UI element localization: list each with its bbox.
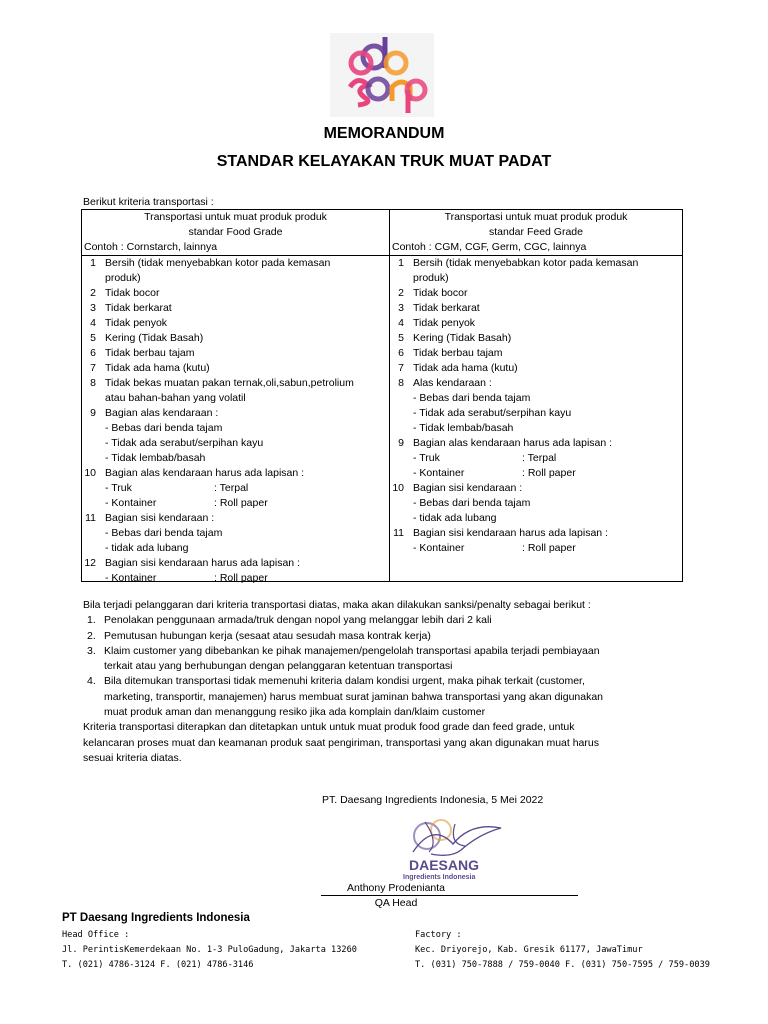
sanction-number: 2.: [87, 629, 96, 642]
signer-name: Anthony Prodenianta: [346, 882, 446, 894]
criteria-number: 3: [398, 302, 404, 314]
closing-line: Kriteria transportasi diterapkan dan ditetapkan untuk untuk muat produk food grade dan feed grade, untuk: [83, 721, 575, 734]
criteria-number: 12: [84, 557, 96, 569]
criteria-number: 5: [90, 332, 96, 344]
criteria-number: 11: [393, 527, 404, 539]
criteria-row: [390, 316, 682, 331]
criteria-text: Bagian alas kendaraan :: [105, 407, 219, 419]
criteria-text: - Bebas dari benda tajam: [413, 497, 531, 509]
criteria-text: Tidak penyok: [413, 317, 476, 329]
criteria-number: 3: [90, 302, 96, 314]
sanction-text: Pemutusan hubungan kerja (sesaat atau sesudah masa kontrak kerja): [104, 629, 431, 642]
criteria-text: - Bebas dari benda tajam: [105, 422, 223, 434]
criteria-text: Tidak penyok: [105, 317, 168, 329]
criteria-number: 10: [84, 467, 96, 479]
food-grade-head-line2: standar Food Grade: [188, 226, 283, 238]
criteria-text: Bersih (tidak menyebabkan kotor pada kemasan: [105, 257, 331, 269]
head-office-label: Head Office :: [62, 930, 130, 940]
sanction-number: 4.: [87, 675, 96, 688]
criteria-number: 5: [398, 332, 404, 344]
sanction-text: terkait atau yang berhubungan dengan pelanggaran ketentuan transportasi: [104, 660, 453, 673]
signature-place-date: PT. Daesang Ingredients Indonesia, 5 Mei 2022: [322, 794, 544, 806]
criteria-number: 7: [398, 362, 404, 374]
sanction-list: [83, 613, 683, 720]
criteria-row: [82, 376, 388, 391]
sanction-intro: Bila terjadi pelanggaran dari kriteria transportasi diatas, maka akan dilakukan sanksi/penalty sebagai berikut :: [83, 599, 591, 611]
sanction-number: 1.: [87, 614, 96, 627]
criteria-row: [82, 331, 388, 346]
criteria-row: [82, 301, 388, 316]
criteria-number: 8: [90, 377, 96, 389]
memo-subtitle: STANDAR KELAYAKAN TRUK MUAT PADAT: [216, 153, 552, 170]
criteria-text: - Kontainer: [105, 497, 157, 509]
criteria-row: [390, 256, 682, 271]
footer-company: PT Daesang Ingredients Indonesia: [62, 912, 250, 924]
criteria-row: [82, 391, 388, 406]
food-grade-head-line1: Transportasi untuk muat produk produk: [144, 211, 327, 223]
criteria-text: - Bebas dari benda tajam: [105, 527, 223, 539]
criteria-row: [390, 346, 682, 361]
closing-paragraph: [83, 720, 683, 766]
criteria-row: [82, 256, 388, 271]
sanction-item: [83, 705, 683, 720]
criteria-row: [82, 346, 388, 361]
criteria-number: 6: [90, 347, 96, 359]
criteria-text: - Truk: [105, 482, 132, 494]
criteria-text: atau bahan-bahan yang volatil: [105, 392, 246, 404]
criteria-row: [82, 361, 388, 376]
feed-grade-criteria-list: [390, 256, 682, 556]
criteria-row: [82, 451, 388, 466]
sanction-number: 3.: [87, 644, 96, 657]
criteria-value: : Roll paper: [522, 542, 576, 554]
stamp-brand: DAESANG: [409, 857, 480, 873]
sanction-text: Klaim customer yang dibebankan ke pihak manajemen/pengelolah transportasi apabila terjadi pembiayaan: [104, 644, 600, 657]
criteria-text: Tidak bocor: [105, 287, 160, 299]
sanction-item: [83, 659, 683, 674]
criteria-row: [390, 301, 682, 316]
sanction-item: [83, 629, 683, 644]
criteria-text: - tidak ada lubang: [413, 512, 497, 524]
criteria-value: : Terpal: [214, 482, 249, 494]
criteria-text: - tidak ada lubang: [105, 542, 189, 554]
criteria-text: produk): [105, 272, 141, 284]
signature-stamp-icon: [395, 812, 510, 882]
criteria-text: Bersih (tidak menyebabkan kotor pada kemasan: [413, 257, 639, 269]
criteria-row: [390, 496, 682, 511]
criteria-text: Tidak berbau tajam: [413, 347, 503, 359]
criteria-row: [82, 511, 388, 526]
criteria-row: [82, 286, 388, 301]
head-office-address: Jl. PerintisKemerdekaan No. 1-3 PuloGadung, Jakarta 13260: [62, 945, 357, 955]
criteria-text: - Tidak lembab/basah: [105, 452, 206, 464]
criteria-value: : Terpal: [522, 452, 557, 464]
criteria-value: : Roll paper: [214, 572, 268, 584]
sanction-item: [83, 644, 683, 659]
criteria-row: [390, 511, 682, 526]
criteria-row: [390, 466, 682, 481]
criteria-row: [390, 391, 682, 406]
criteria-row: [82, 556, 388, 571]
criteria-row: [390, 361, 682, 376]
criteria-text: - Kontainer: [413, 542, 465, 554]
criteria-row: [390, 406, 682, 421]
sanction-item: [83, 613, 683, 628]
sanction-text: muat produk aman dan menanggung resiko jika ada komplain dan/klaim customer: [104, 706, 486, 719]
criteria-text: - Truk: [413, 452, 440, 464]
criteria-text: Tidak berbau tajam: [105, 347, 195, 359]
sanction-item: [83, 674, 683, 689]
sanction-section: [83, 598, 683, 766]
sanction-item: [83, 690, 683, 705]
criteria-text: produk): [413, 272, 449, 284]
criteria-text: Bagian sisi kendaraan :: [105, 512, 215, 524]
criteria-text: Alas kendaraan :: [413, 377, 492, 389]
feed-grade-example: Contoh : CGM, CGF, Germ, CGC, lainnya: [392, 241, 587, 253]
criteria-row: [390, 526, 682, 541]
feed-grade-header: [390, 210, 682, 255]
stamp-sub: Ingredients Indonesia: [403, 874, 476, 881]
criteria-number: 9: [90, 407, 96, 419]
company-stamp: [395, 812, 510, 882]
criteria-row: [82, 571, 388, 586]
criteria-row: [82, 316, 388, 331]
head-office-phone: T. (021) 4786-3124 F. (021) 4786-3146: [62, 960, 254, 970]
criteria-number: 2: [398, 287, 404, 299]
sanction-text: Penolakan penggunaan armada/truk dengan nopol yang melanggar lebih dari 2 kali: [104, 614, 492, 627]
criteria-value: : Roll paper: [214, 497, 268, 509]
criteria-text: Kering (Tidak Basah): [413, 332, 512, 344]
criteria-row: [82, 271, 388, 286]
food-grade-header: [82, 210, 389, 255]
signature-line: [321, 895, 578, 896]
criteria-text: - Kontainer: [413, 467, 465, 479]
criteria-row: [390, 331, 682, 346]
criteria-row: [390, 271, 682, 286]
criteria-text: Kering (Tidak Basah): [105, 332, 204, 344]
criteria-number: 1: [90, 257, 96, 269]
sanction-text: Bila ditemukan transportasi tidak memenuhi kriteria dalam kondisi urgent, maka pihak terkait (customer,: [104, 675, 585, 688]
closing-line: kelancaran proses muat dan keamanan produk saat pengiriman, transportasi yang akan digunakan muat harus: [83, 736, 599, 749]
criteria-row: [82, 466, 388, 481]
closing-line: sesuai kriteria diatas.: [83, 751, 182, 764]
criteria-number: 2: [90, 287, 96, 299]
criteria-row: [390, 436, 682, 451]
criteria-row: [390, 451, 682, 466]
factory-phone: T. (031) 750-7888 / 759-0040 F. (031) 750-7595 / 759-0039: [415, 960, 710, 970]
criteria-number: 7: [90, 362, 96, 374]
signer-role: QA Head: [374, 897, 418, 909]
criteria-number: 4: [398, 317, 404, 329]
company-logo: [330, 33, 434, 117]
food-grade-criteria-list: [82, 256, 388, 586]
criteria-number: 8: [398, 377, 404, 389]
criteria-row: [390, 376, 682, 391]
feed-grade-head-line1: Transportasi untuk muat produk produk: [444, 211, 628, 223]
criteria-text: Bagian sisi kendaraan :: [413, 482, 523, 494]
criteria-number: 9: [398, 437, 404, 449]
criteria-text: Bagian alas kendaraan harus ada lapisan :: [413, 437, 613, 449]
criteria-text: Tidak berkarat: [413, 302, 480, 314]
criteria-number: 1: [398, 257, 404, 269]
criteria-number: 4: [90, 317, 96, 329]
criteria-number: 6: [398, 347, 404, 359]
criteria-row: [82, 481, 388, 496]
criteria-row: [390, 481, 682, 496]
criteria-text: Tidak bocor: [413, 287, 468, 299]
criteria-row: [390, 541, 682, 556]
criteria-row: [82, 406, 388, 421]
intro-text: Berikut kriteria transportasi :: [83, 196, 214, 208]
criteria-row: [82, 436, 388, 451]
criteria-text: Tidak bekas muatan pakan ternak,oli,sabun,petrolium: [105, 377, 354, 389]
criteria-value: : Roll paper: [522, 467, 576, 479]
criteria-row: [82, 541, 388, 556]
food-grade-example: Contoh : Cornstarch, lainnya: [84, 241, 218, 253]
criteria-text: Tidak ada hama (kutu): [105, 362, 210, 374]
daesang-logo-icon: [330, 33, 434, 117]
criteria-text: - Kontainer: [105, 572, 157, 584]
criteria-row: [82, 421, 388, 436]
criteria-text: Bagian alas kendaraan harus ada lapisan :: [105, 467, 305, 479]
criteria-text: - Tidak ada serabut/serpihan kayu: [105, 437, 264, 449]
criteria-number: 10: [392, 482, 404, 494]
criteria-text: Bagian sisi kendaraan harus ada lapisan :: [413, 527, 608, 539]
criteria-table: [81, 209, 683, 582]
factory-label: Factory :: [415, 930, 462, 940]
feed-grade-head-line2: standar Feed Grade: [489, 226, 583, 238]
criteria-text: - Tidak ada serabut/serpihan kayu: [413, 407, 572, 419]
criteria-text: Bagian sisi kendaraan harus ada lapisan :: [105, 557, 300, 569]
memo-title: MEMORANDUM: [323, 125, 445, 142]
criteria-row: [390, 286, 682, 301]
criteria-row: [82, 496, 388, 511]
criteria-text: - Bebas dari benda tajam: [413, 392, 531, 404]
factory-address: Kec. Driyorejo, Kab. Gresik 61177, JawaTimur: [415, 945, 643, 955]
criteria-text: - Tidak lembab/basah: [413, 422, 514, 434]
criteria-text: Tidak ada hama (kutu): [413, 362, 518, 374]
criteria-row: [390, 421, 682, 436]
criteria-text: Tidak berkarat: [105, 302, 172, 314]
sanction-text: marketing, transportir, manajemen) harus membuat surat jaminan bahwa transportasi yang akan digunakan: [104, 690, 604, 703]
criteria-row: [82, 526, 388, 541]
criteria-number: 11: [85, 512, 96, 524]
